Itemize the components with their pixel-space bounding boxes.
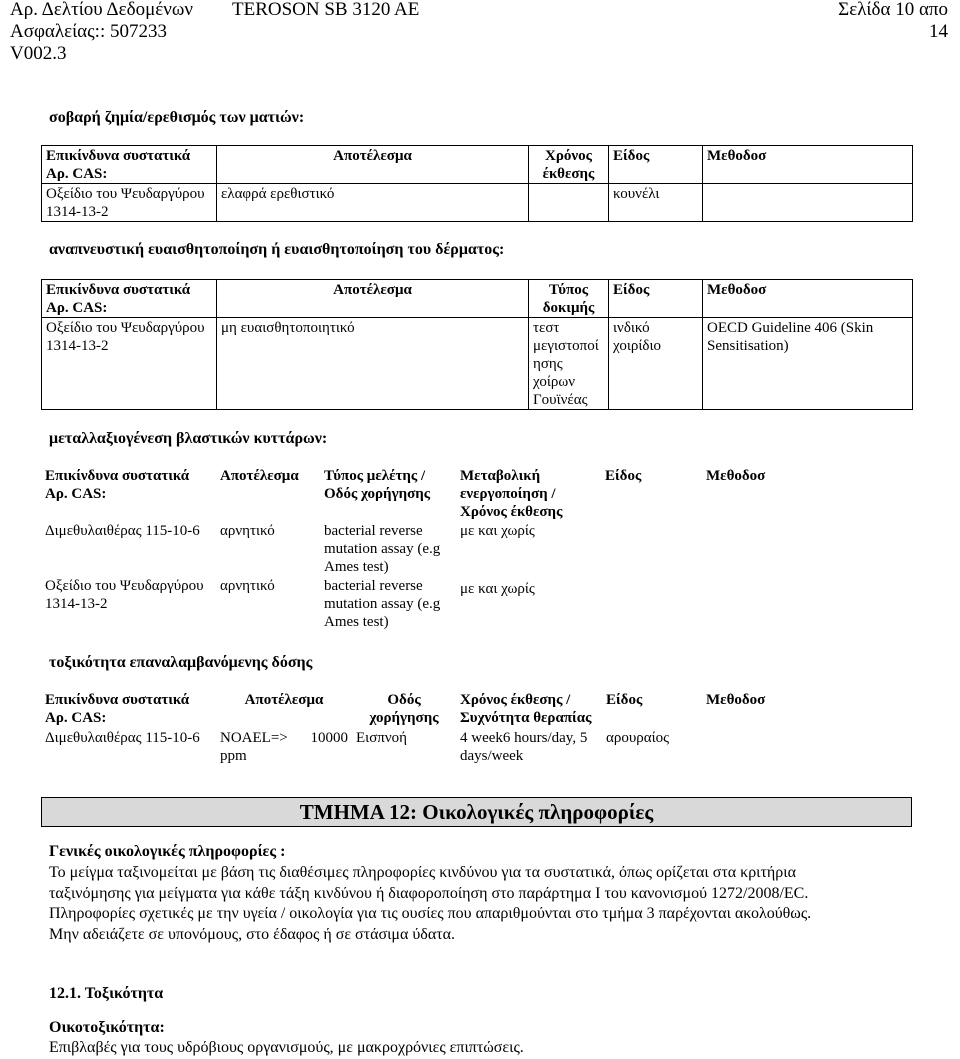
table-cell: ελαφρά ερεθιστικό: [217, 184, 529, 222]
toxicity-subheading: 12.1. Τοξικότητα: [49, 985, 164, 1002]
eye-irritation-table: [41, 145, 913, 222]
table-cell: Εισπνοή: [356, 730, 407, 746]
section-12-banner: ΤΜΗΜΑ 12: Οικολογικές πληροφορίες: [41, 797, 912, 827]
sensitisation-table: [41, 279, 913, 410]
paragraph-line: ταξινόμησης για μείγματα για κάθε τάξη κινδύνου ή διαφοροποίηση στο παράρτημα Ι του κανονισμού 1272/2008/EC.: [49, 884, 809, 902]
table-cell: [703, 184, 913, 222]
page-total: 14: [929, 21, 948, 42]
header-cell: Είδος: [609, 146, 703, 184]
table-cell: ινδικό χοιρίδιο: [609, 318, 703, 410]
ecotoxicity-label: Οικοτοξικότητα:: [49, 1019, 165, 1036]
header-cell: Είδος: [609, 280, 703, 318]
table-cell: [529, 184, 609, 222]
header-cell: Μεθοδοσ: [706, 692, 766, 708]
table-cell: [702, 576, 912, 631]
header-cell: Είδος: [606, 692, 643, 708]
section-title-eye-irritation: σοβαρή ζημία/ερεθισμός των ματιών:: [49, 109, 305, 126]
header-cell: Τύπος μελέτης / Οδός χορήγησης: [324, 468, 431, 502]
header-cell: Οδός χορήγησης: [369, 692, 439, 726]
table-cell: [702, 521, 912, 576]
header-cell: Αποτέλεσμα: [217, 280, 529, 318]
doc-number-label: Αρ. Δελτίου Δεδομένων: [10, 0, 193, 20]
table-cell: bacterial reverse mutation assay (e.g Ames test): [324, 578, 441, 630]
header-cell: Επικίνδυνα συστατικά Αρ. CAS:: [42, 146, 217, 184]
table-row: [41, 576, 912, 631]
table-cell: [601, 576, 702, 631]
table-cell: αρνητικό: [220, 523, 275, 539]
header-cell: Αποτέλεσμα: [217, 146, 529, 184]
table-header-row: [42, 280, 913, 318]
ecotoxicity-text: Επιβλαβές για τους υδρόβιους οργανισμούς, με μακροχρόνιες επιπτώσεις.: [49, 1039, 524, 1056]
table-cell: αρνητικό: [220, 578, 275, 594]
header-cell: Αποτέλεσμα: [244, 692, 324, 708]
table-row: [41, 521, 912, 576]
table-cell: μη ευαισθητοποιητικό: [217, 318, 529, 410]
table-cell: Οξείδιο του Ψευδαργύρου 1314-13-2: [42, 184, 217, 222]
table-cell: κουνέλι: [609, 184, 703, 222]
header-cell: Χρόνος έκθεσης: [529, 146, 609, 184]
table-header-row: [41, 466, 912, 521]
table-cell: bacterial reverse mutation assay (e.g Ames test): [324, 523, 441, 575]
table-cell: τεστ μεγιστοποί ησης χοίρων Γουϊνέας: [529, 318, 609, 410]
table-header-row: [41, 690, 912, 728]
header-cell: Επικίνδυνα συστατικά Αρ. CAS:: [45, 468, 190, 502]
header-cell: Μεταβολική ενεργοποίηση / Χρόνος έκθεσης: [460, 468, 563, 520]
paragraph-line: Μην αδειάζετε σε υπονόμους, στο έδαφος ή σε στάσιμα ύδατα.: [49, 925, 456, 943]
general-eco-label: Γενικές οικολογικές πληροφορίες :: [49, 843, 286, 860]
header-cell: Επικίνδυνα συστατικά Αρ. CAS:: [45, 692, 190, 726]
table-cell: 4 week6 hours/day, 5 days/week: [460, 730, 588, 764]
table-cell: NOAEL=> 10000 ppm: [220, 730, 348, 764]
table-cell: Διμεθυλαιθέρας 115-10-6: [45, 523, 200, 539]
table-cell: Οξείδιο του Ψευδαργύρου 1314-13-2: [42, 318, 217, 410]
table-header-row: [42, 146, 913, 184]
table-row: [42, 184, 913, 222]
table-row: [42, 318, 913, 410]
table-cell: Διμεθυλαιθέρας 115-10-6: [45, 730, 200, 746]
table-cell: [601, 521, 702, 576]
paragraph-line: Το μείγμα ταξινομείται με βάση τις διαθέσιμες πληροφορίες κινδύνου για τα συστατικά, όπως ορίζεται στα κριτήρια: [49, 864, 796, 881]
repeated-dose-table: [41, 690, 912, 768]
table-cell: με και χωρίς: [460, 523, 535, 539]
page-label: Σελίδα 10 απο: [838, 0, 948, 20]
header-cell: Μεθοδοσ: [706, 468, 766, 484]
mutagenicity-table: [41, 466, 912, 631]
product-name: TEROSON SB 3120 AE: [232, 0, 420, 20]
section-title-repeated-dose: τοξικότητα επαναλαμβανόμενης δόσης: [49, 654, 313, 671]
header-cell: Μεθοδοσ: [703, 280, 913, 318]
table-cell: αρουραίος: [606, 730, 670, 746]
version: V002.3: [10, 43, 67, 64]
section-title-mutagenicity: μεταλλαξιογένεση βλαστικών κυττάρων:: [49, 430, 328, 447]
header-cell: Τύπος δοκιμής: [529, 280, 609, 318]
doc-number: Ασφαλείας:: 507233: [10, 21, 167, 42]
table-cell: OECD Guideline 406 (Skin Sensitisation): [703, 318, 913, 410]
header-cell: Επικίνδυνα συστατικά Αρ. CAS:: [42, 280, 217, 318]
header-cell: Μεθοδοσ: [703, 146, 913, 184]
table-cell: με και χωρίς: [460, 581, 535, 597]
table-row: [41, 728, 912, 768]
table-cell: [702, 728, 912, 768]
table-cell: Οξείδιο του Ψευδαργύρου 1314-13-2: [45, 578, 204, 612]
header-cell: Αποτέλεσμα: [220, 468, 299, 484]
general-eco-text: [49, 863, 929, 945]
section-title-sensitisation: αναπνευστική ευαισθητοποίηση ή ευαισθητοποίηση του δέρματος:: [49, 241, 505, 258]
paragraph-line: Πληροφορίες σχετικές με την υγεία / οικολογία για τις ουσίες που απαριθμούνται στο τμήμα 3 παρέχονται ακολούθως.: [49, 905, 812, 922]
header-cell: Είδος: [605, 468, 642, 484]
header-cell: Χρόνος έκθεσης / Συχνότητα θεραπίας: [460, 692, 592, 726]
